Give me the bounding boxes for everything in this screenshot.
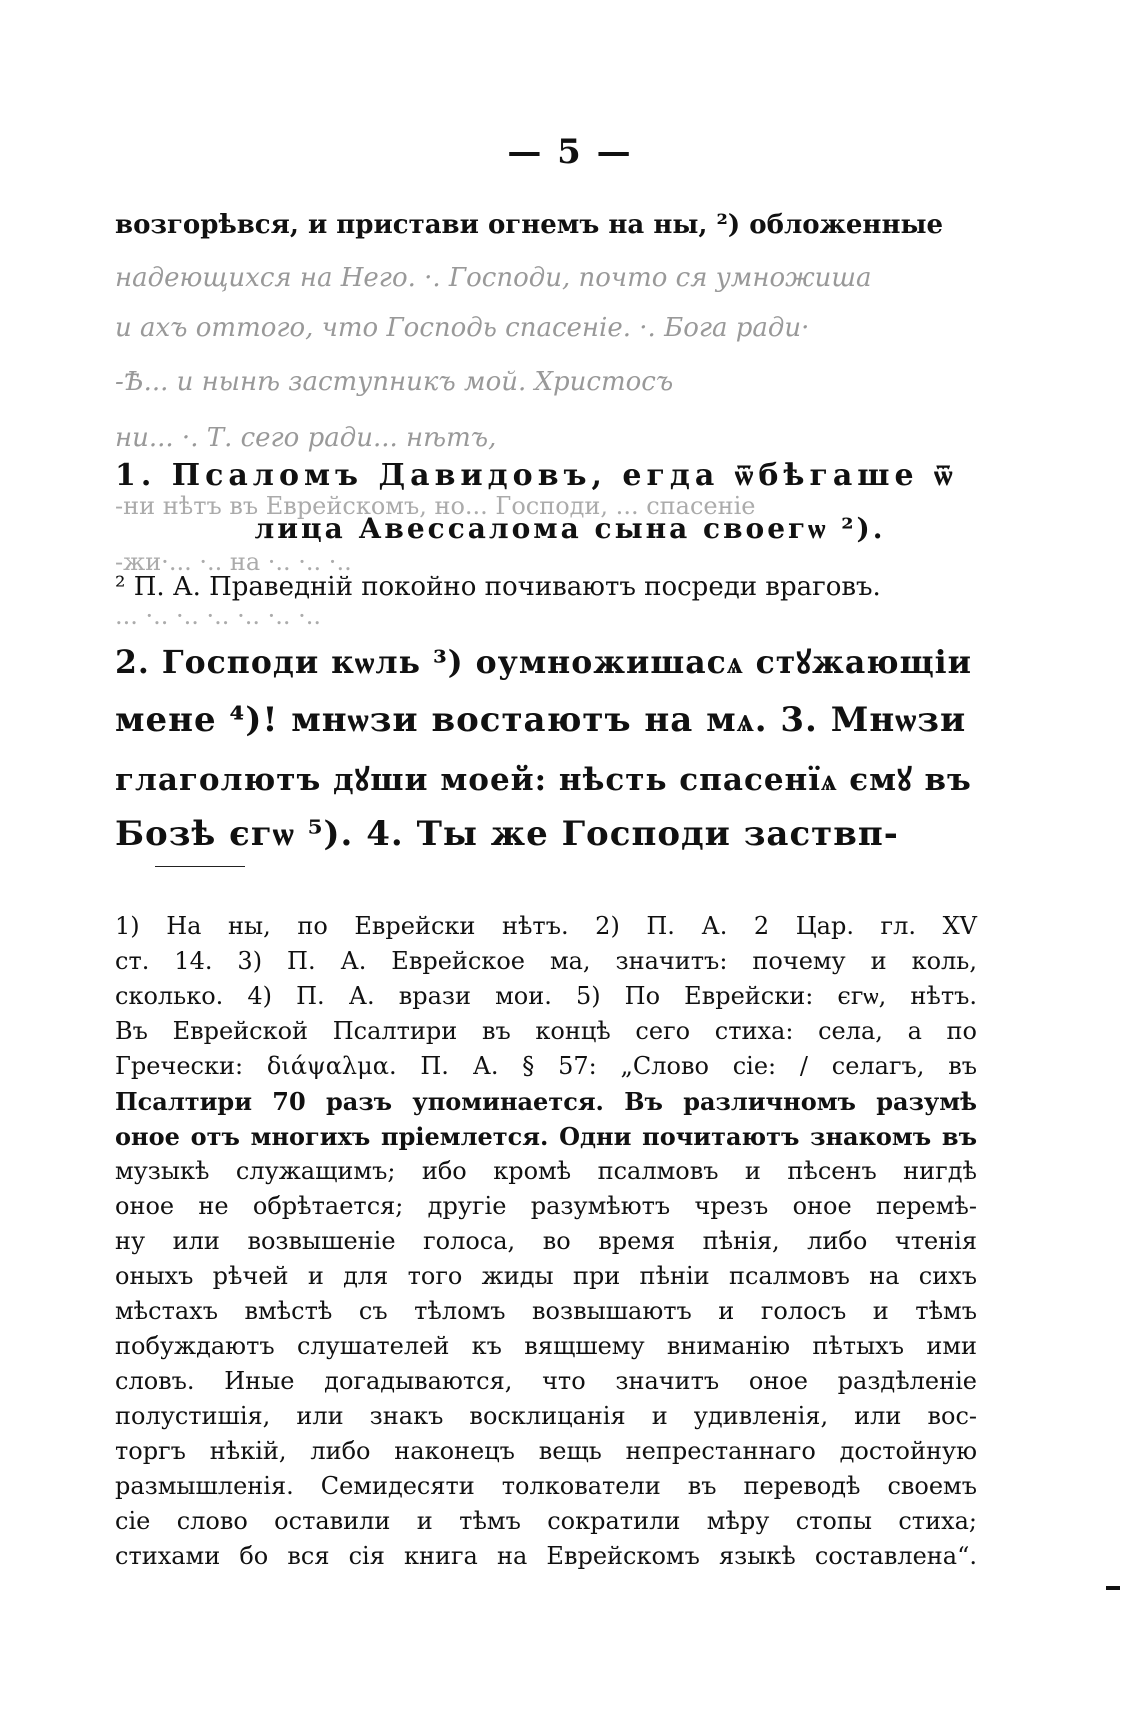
verse-line: Бозѣ єгѡ ⁵). 4. Ты же Господи заствп- — [115, 814, 899, 854]
footnote-line — [115, 1122, 977, 1151]
footnote-line — [115, 1262, 977, 1290]
footnote-text: Въ Еврейской Псалтири въ концѣ сего стиха: села, а по — [115, 1017, 977, 1045]
footnote-line — [115, 1472, 977, 1500]
footnote-line — [115, 982, 977, 1011]
footnote-text: Псалтири 70 разъ упоминается. Въ различномъ разумѣ — [115, 1087, 977, 1116]
footnote-separator — [155, 866, 245, 867]
footnote-text: музыкѣ служащимъ; ибо кромѣ псалмовъ и пѣсенъ нигдѣ — [115, 1157, 977, 1185]
footnote-line — [115, 1402, 977, 1430]
footnote-line — [115, 1367, 977, 1395]
footnote-line — [115, 1157, 977, 1185]
footnote-text: ну или возвышеніе голоса, во время пѣнія, либо чтенія — [115, 1227, 977, 1255]
bleed-through-line: -ни нѣтъ въ Еврейскомъ, но... Господи, ... спасеніе — [115, 492, 756, 520]
footnote-text: оное не обрѣтается; другіе разумѣютъ чрезъ оное перемѣ- — [115, 1192, 977, 1220]
scan-edge-mark — [1106, 1586, 1120, 1590]
bleed-through-line: надеющихся на Него. ·. Господи, почто ся умножиша — [115, 263, 872, 293]
footnote-text: Гречески: διάψαλμα. П. А. § 57: „Слово сіе: / селагъ, въ — [115, 1052, 977, 1080]
footnote-line — [115, 1297, 977, 1325]
footnote-text: 1) На ны, по Еврейски нѣтъ. 2) П. А. 2 Цар. гл. XV — [115, 912, 977, 940]
bleed-through-line: -жи·... ·.. на ·.. ·.. ·.. — [115, 548, 352, 576]
footnote-text: торгъ нѣкій, либо наконецъ вещь непрестаннаго достойную — [115, 1437, 977, 1465]
footnote-line — [115, 1017, 977, 1045]
footnote-line — [115, 1507, 977, 1535]
page-number: — 5 — — [507, 132, 633, 172]
footnote-text: мѣстахъ вмѣстѣ съ тѣломъ возвышаютъ и голосъ и тѣмъ — [115, 1297, 977, 1325]
footnote-text: стихами бо вся сія книга на Еврейскомъ языкѣ составлена“. — [115, 1542, 977, 1570]
bleed-through-line: -Ѣ... и нынѣ заступникъ мой. Христосъ — [115, 367, 674, 397]
footnote-text: оное отъ многихъ пріемлется. Одни почитаютъ знакомъ въ — [115, 1122, 977, 1151]
footnote-text: полустишія, или знакъ восклицанія и удивленія, или вос- — [115, 1402, 977, 1430]
bleed-through-line: возгорѣвся, и пристави огнемъ на ны, ²) обложенные — [115, 210, 944, 240]
footnote-text: размышленія. Семидесяти толкователи въ переводѣ своемъ — [115, 1472, 977, 1500]
footnote-line — [115, 1192, 977, 1220]
footnote-line — [115, 1542, 977, 1570]
footnote-line — [115, 947, 977, 975]
footnote-text: ст. 14. 3) П. А. Еврейское ма, значитъ: почему и коль, — [115, 947, 977, 975]
verse-line: 2. Господи кѡль ³) оумножишасѧ стꙋжающіи — [115, 644, 972, 681]
verse-line: глаголютъ дꙋши моей: нѣсть спасенїѧ ємꙋ въ — [115, 762, 972, 798]
footnote-text: оныхъ рѣчей и для того жиды при пѣніи псалмовъ на сихъ — [115, 1262, 977, 1290]
bleed-through-line: ни... ·. Т. сего ради... нѣтъ, — [115, 423, 497, 453]
footnote-line — [115, 1052, 977, 1080]
bleed-through-line: и ахъ оттого, что Господь спасеніе. ·. Бога ради· — [115, 313, 810, 343]
psalm-title: 1. Псаломъ Давидовъ, егда ѿбѣгаше ѿ — [115, 458, 958, 493]
footnote-line — [115, 1437, 977, 1465]
bleed-through-line: ... ·.. ·.. ·.. ·.. ·.. ·.. — [115, 602, 321, 630]
footnote-text: побуждаютъ слушателей къ вящшему вниманію пѣтыхъ ими — [115, 1332, 977, 1360]
footnote-line — [115, 1332, 977, 1360]
footnote-text: сколько. 4) П. А. врази мои. 5) По Еврейски: єгѡ, нѣтъ. — [115, 982, 977, 1010]
footnote-text: сіе слово оставили и тѣмъ сократили мѣру стопы стиха; — [115, 1507, 977, 1535]
footnote-line — [115, 1087, 977, 1116]
footnote-text: словъ. Иные догадываются, что значитъ оное раздѣленіе — [115, 1367, 977, 1395]
footnote-line — [115, 912, 977, 940]
psalm-subtitle: лица Авессалома сына своегѡ ²). — [254, 512, 886, 545]
verse-line: мене ⁴)! мнѡзи востаютъ на мѧ. 3. Мнѡзи — [115, 700, 967, 740]
editor-note: ² П. А. Праведній покойно почиваютъ посреди враговъ. — [115, 572, 881, 602]
footnote-line — [115, 1227, 977, 1255]
